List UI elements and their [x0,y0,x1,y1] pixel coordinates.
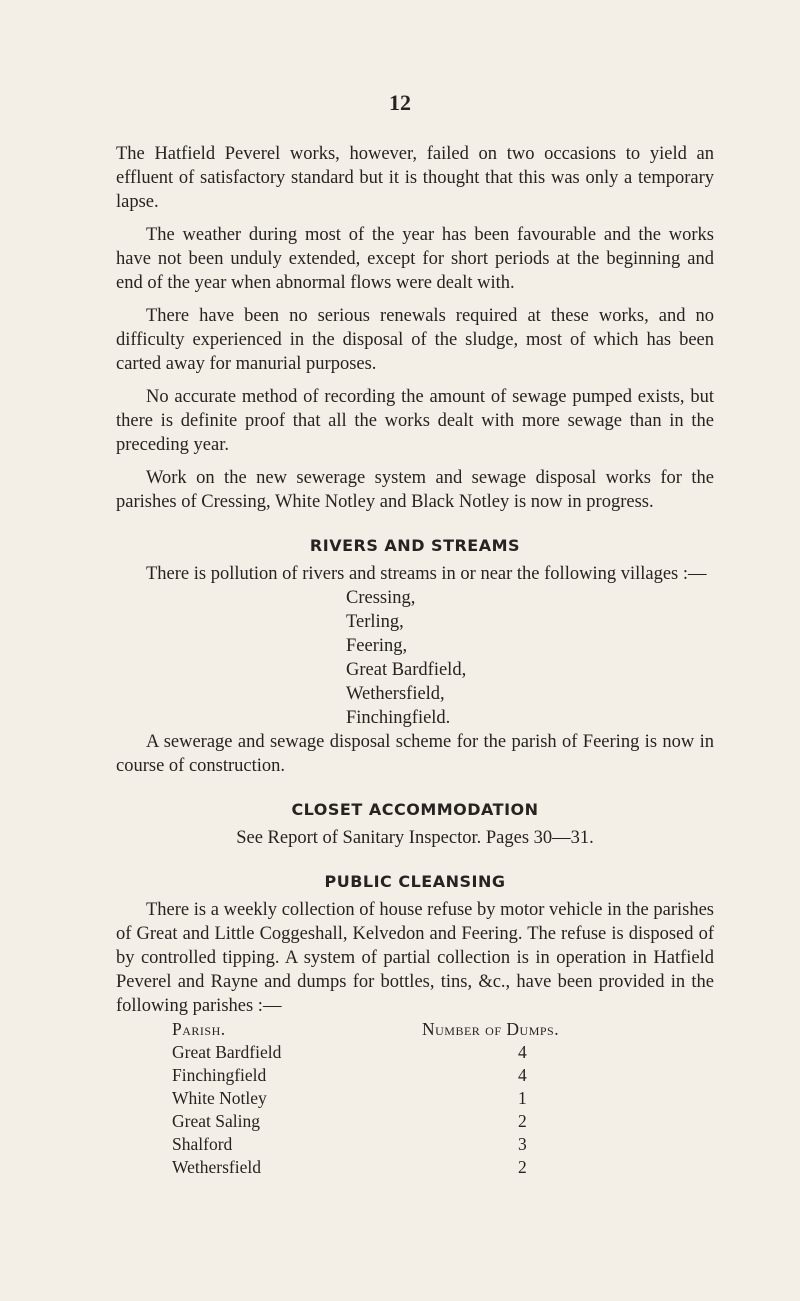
list-item: Cressing, [346,588,416,608]
parish-cell: Wethersfield [172,1157,261,1177]
table-row [172,1087,559,1110]
list-item: Finchingfield. [346,708,451,728]
document-body [116,142,714,1179]
column-header-number: Number of Dumps. [422,1019,560,1039]
parish-cell: Great Saling [172,1111,260,1131]
table-row [172,1133,559,1156]
paragraph-weather: The weather during most of the year has been favourable and the works have not been unduly extended, except for short periods at the beginning and end of the year when abnormal flows were dealt with. [116,225,714,293]
number-cell: 4 [518,1065,527,1085]
list-item: Wethersfield, [346,684,445,704]
number-cell: 1 [518,1088,527,1108]
dumps-table [172,1018,559,1179]
paragraph-hatfield-works: The Hatfield Peverel works, however, failed on two occasions to yield an effluent of satisfactory standard but it is thought that this was only a temporary lapse. [116,144,714,212]
table-row [172,1064,559,1087]
number-cell: 2 [518,1157,527,1177]
paragraph-sewage-recording: No accurate method of recording the amount of sewage pumped exists, but there is definite proof that all the works dealt with more sewage than in the preceding year. [116,387,714,455]
paragraph-renewals: There have been no serious renewals required at these works, and no difficulty experienced in the disposal of the sludge, most of which has been carted away for manurial purposes. [116,306,714,374]
table-row [172,1041,559,1064]
paragraph-refuse-collection: There is a weekly collection of house refuse by motor vehicle in the parishes of Great and Little Coggeshall, Kelvedon and Feering. The refuse is disposed of by controlled tipping. A system of partial collection is in operation in Hatfield Peverel and Rayne and dumps for bottles, tins, &c., have been provided in the following parishes :— [116,900,714,1016]
paragraph-feering-scheme: A sewerage and sewage disposal scheme for the parish of Feering is now in course of construction. [116,732,714,776]
table-row [172,1110,559,1133]
number-cell: 2 [518,1111,527,1131]
number-cell: 4 [518,1042,527,1062]
number-cell: 3 [518,1134,527,1154]
parish-cell: Great Bardfield [172,1042,282,1062]
list-item: Feering, [346,636,408,656]
heading-closet-accommodation: CLOSET ACCOMMODATION [291,800,539,819]
paragraph-new-sewerage: Work on the new sewerage system and sewage disposal works for the parishes of Cressing, White Notley and Black Notley is now in progress. [116,468,714,512]
heading-rivers-streams: RIVERS AND STREAMS [309,536,521,555]
heading-public-cleansing: PUBLIC CLEANSING [324,872,506,891]
table-header-row [172,1018,559,1041]
parish-cell: White Notley [172,1088,267,1108]
closet-reference: See Report of Sanitary Inspector. Pages 30—31. [236,828,594,848]
parish-cell: Shalford [172,1134,233,1154]
list-item: Terling, [346,612,404,632]
parish-cell: Finchingfield [172,1065,267,1085]
village-list [346,586,714,730]
table-row [172,1156,559,1179]
paragraph-pollution-intro: There is pollution of rivers and streams in or near the following villages :— [146,564,707,584]
column-header-parish: Parish. [172,1019,226,1039]
list-item: Great Bardfield, [346,660,467,680]
page-number: 12 [389,90,411,115]
